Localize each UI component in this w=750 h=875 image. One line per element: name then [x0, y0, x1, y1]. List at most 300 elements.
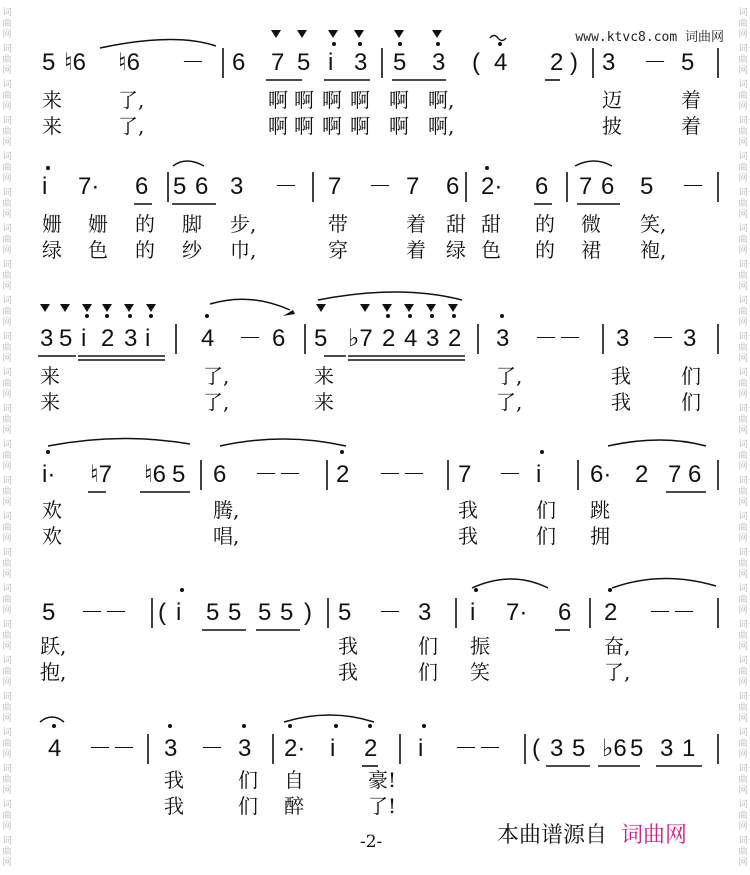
note: 3	[550, 735, 564, 762]
lyric-char: 腾,	[213, 498, 240, 522]
lyric-char: 来	[42, 88, 62, 112]
watermark-char: 曲	[738, 451, 748, 461]
watermark-char: 词	[2, 548, 12, 558]
accent-mark	[328, 30, 338, 38]
watermark-char: 网	[738, 102, 748, 112]
lyric-char: 着	[681, 88, 701, 112]
lyric-char: 着	[681, 114, 701, 138]
lyric-char: 跃,	[40, 634, 67, 658]
lyric-char: 啊	[294, 114, 314, 138]
watermark-char: 网	[738, 858, 748, 868]
watermark-char: 网	[738, 318, 748, 328]
note: 6	[272, 325, 286, 352]
watermark-char: 词	[738, 116, 748, 126]
note: 3	[124, 325, 138, 352]
note: 2	[382, 325, 396, 352]
accent-mark	[297, 30, 307, 38]
lyric-char: 们	[681, 390, 701, 414]
lyric-char: 绿	[446, 238, 466, 262]
note: 2·	[481, 173, 503, 200]
lyric-char: 我	[458, 524, 478, 548]
note: 3	[660, 735, 674, 762]
lyric-char: 来	[314, 390, 334, 414]
lyric-char: 我	[338, 660, 358, 684]
lyric-char: 带	[328, 212, 348, 236]
high-dot	[452, 314, 456, 318]
watermark-char: 词	[738, 80, 748, 90]
lyric-char: 色	[88, 238, 108, 262]
lyric-line-1	[38, 634, 728, 658]
watermark-char: 网	[2, 282, 12, 292]
lyric-char: 啊	[389, 114, 409, 138]
note: 5	[280, 599, 294, 626]
glissando-mark	[283, 310, 295, 316]
watermark-char: 曲	[738, 307, 748, 317]
watermark-char: 词	[2, 8, 12, 18]
note: 6·	[590, 461, 612, 488]
notes-row-1	[38, 44, 728, 84]
slur	[318, 292, 462, 300]
note: 5	[228, 599, 242, 626]
slur	[575, 161, 612, 166]
watermark-char: 词	[2, 44, 12, 54]
watermark-char: 曲	[2, 487, 12, 497]
lyric-char: 纱	[182, 238, 202, 262]
lyric-char: 巾,	[230, 238, 257, 262]
watermark-char: 网	[2, 642, 12, 652]
watermark-char: 词	[2, 476, 12, 486]
accent-mark	[448, 304, 458, 312]
lyric-char: 我	[611, 390, 631, 414]
watermark-char: 网	[738, 534, 748, 544]
watermark-char: 网	[2, 210, 12, 220]
lyric-char: 振	[470, 634, 490, 658]
note: 1	[682, 735, 696, 762]
watermark-char: 词	[738, 8, 748, 18]
watermark-char: 曲	[2, 271, 12, 281]
lyric-line-1	[38, 498, 728, 522]
slur	[48, 438, 190, 446]
accent-mark	[146, 304, 156, 312]
watermark-char: 词	[738, 728, 748, 738]
watermark-char: 曲	[738, 811, 748, 821]
lyric-char: 我	[458, 498, 478, 522]
paren-close: )	[304, 599, 312, 626]
watermark-char: 词	[2, 800, 12, 810]
watermark-char: 网	[2, 858, 12, 868]
watermark-char: 词	[738, 476, 748, 486]
lyric-char: 来	[40, 364, 60, 388]
lyric-char: 奋,	[604, 634, 631, 658]
watermark-char: 曲	[2, 775, 12, 785]
note: 3	[40, 325, 54, 352]
watermark-char: 网	[738, 138, 748, 148]
note: 5	[314, 325, 328, 352]
watermark-char: 曲	[738, 775, 748, 785]
watermark-char: 词	[738, 260, 748, 270]
watermark-char: 网	[2, 138, 12, 148]
watermark-char: 曲	[738, 847, 748, 857]
slur	[210, 299, 290, 310]
high-dot	[52, 724, 56, 728]
lyric-char: 抱,	[40, 660, 67, 684]
watermark-char: 词	[738, 152, 748, 162]
high-dot	[205, 314, 209, 318]
watermark-char: 曲	[2, 127, 12, 137]
lyric-char: 脚	[182, 212, 202, 236]
watermark-char: 网	[2, 678, 12, 688]
high-dot	[340, 450, 344, 454]
watermark-char: 网	[2, 570, 12, 580]
lyric-char: 啊	[350, 114, 370, 138]
note: 5	[258, 599, 272, 626]
note: 5	[42, 599, 56, 626]
high-dot	[168, 724, 172, 728]
high-dot	[288, 724, 292, 728]
note: 2	[448, 325, 462, 352]
high-dot	[334, 724, 338, 728]
watermark-char: 曲	[2, 559, 12, 569]
lyric-char: 啊	[294, 88, 314, 112]
watermark-char: 曲	[738, 487, 748, 497]
lyric-char: 的	[535, 238, 555, 262]
high-dot	[180, 588, 184, 592]
watermark-char: 曲	[738, 667, 748, 677]
watermark-char: 词	[2, 728, 12, 738]
lyric-line-2	[38, 238, 728, 262]
lyric-line-1	[38, 768, 728, 792]
watermark-char: 曲	[2, 739, 12, 749]
watermark-char: 网	[2, 66, 12, 76]
watermark-char: 词	[738, 584, 748, 594]
paren-close: )	[570, 49, 578, 76]
watermark-char: 网	[2, 318, 12, 328]
watermark-char: 网	[2, 714, 12, 724]
lyric-char: 醉	[284, 794, 304, 818]
watermark-char: 曲	[738, 235, 748, 245]
watermark-char: 曲	[738, 631, 748, 641]
watermark-char: 词	[2, 404, 12, 414]
accent-mark	[40, 304, 50, 312]
lyric-line-2	[38, 114, 728, 138]
dash: －－	[534, 325, 582, 352]
paren-open: (	[532, 735, 540, 762]
watermark-char: 词	[2, 332, 12, 342]
lyric-char: 着	[406, 238, 426, 262]
note: 7	[579, 173, 593, 200]
lyric-char: 我	[611, 364, 631, 388]
slur	[173, 161, 204, 166]
note: 6	[688, 461, 702, 488]
lyric-char: 啊	[389, 88, 409, 112]
note: 5	[42, 49, 56, 76]
source-prefix: 本曲谱源自	[497, 823, 608, 848]
watermark-char: 网	[738, 354, 748, 364]
note: i	[330, 735, 336, 762]
lyric-char: 的	[135, 212, 155, 236]
lyric-char: 披	[602, 114, 622, 138]
watermark-char: 网	[738, 282, 748, 292]
note: 7	[668, 461, 682, 488]
note: 2	[336, 461, 350, 488]
note: 5	[59, 325, 73, 352]
watermark-char: 词	[2, 80, 12, 90]
note: 3	[432, 49, 446, 76]
note: 6	[558, 599, 572, 626]
note: 7	[458, 461, 472, 488]
accent-mark	[360, 304, 370, 312]
accent-mark	[404, 304, 414, 312]
note: i·	[42, 461, 56, 488]
note: 3	[230, 173, 244, 200]
watermark-char: 词	[2, 836, 12, 846]
watermark-char: 网	[2, 426, 12, 436]
watermark-right	[736, 0, 750, 875]
note: 5	[681, 49, 695, 76]
watermark-char: 曲	[2, 595, 12, 605]
accent-mark	[82, 304, 92, 312]
dash: －	[238, 325, 262, 352]
accent-mark	[102, 304, 112, 312]
lyric-char: 姗	[88, 212, 108, 236]
watermark-char: 词	[2, 368, 12, 378]
watermark-char: 曲	[738, 199, 748, 209]
lyric-line-2	[38, 660, 728, 684]
lyric-char: 着	[406, 212, 426, 236]
watermark-char: 网	[738, 246, 748, 256]
watermark-char: 曲	[2, 199, 12, 209]
watermark-char: 词	[738, 692, 748, 702]
watermark-char: 网	[2, 822, 12, 832]
watermark-char: 曲	[738, 163, 748, 173]
high-dot	[128, 314, 132, 318]
accent-mark	[60, 304, 70, 312]
dash: －－	[80, 599, 128, 626]
accent-mark	[432, 30, 442, 38]
note: 6	[535, 173, 549, 200]
lyric-char: 欢	[42, 524, 62, 548]
note: 6	[213, 461, 227, 488]
note: 5	[173, 173, 187, 200]
lyric-char: 的	[535, 212, 555, 236]
note: 6	[195, 173, 209, 200]
watermark-char: 网	[2, 174, 12, 184]
watermark-char: 网	[738, 642, 748, 652]
lyric-line-1	[38, 88, 728, 112]
watermark-char: 曲	[2, 19, 12, 29]
note: 3	[683, 325, 697, 352]
dash: －	[651, 325, 675, 352]
note: 5	[297, 49, 311, 76]
note: i	[81, 325, 87, 352]
high-dot	[368, 724, 372, 728]
note: ♭7	[348, 325, 373, 352]
lyric-char: 们	[418, 660, 438, 684]
note: 3	[616, 325, 630, 352]
watermark-char: 曲	[2, 163, 12, 173]
watermark-char: 网	[738, 606, 748, 616]
lyric-line-1	[38, 212, 728, 236]
watermark-char: 词	[738, 296, 748, 306]
watermark-char: 词	[738, 332, 748, 342]
watermark-char: 网	[738, 174, 748, 184]
note: i	[42, 173, 48, 200]
note: i	[176, 599, 182, 626]
note: ♭6	[602, 735, 627, 762]
watermark-char: 曲	[2, 703, 12, 713]
note: i	[145, 325, 151, 352]
watermark-char: 曲	[738, 55, 748, 65]
lyric-line-2	[38, 524, 728, 548]
watermark-char: 曲	[738, 739, 748, 749]
accent-mark	[354, 30, 364, 38]
watermark-char: 网	[2, 462, 12, 472]
lyric-char: 唱,	[213, 524, 240, 548]
lyric-char: 们	[238, 794, 258, 818]
watermark-char: 网	[738, 210, 748, 220]
lyric-char: 笑,	[640, 212, 667, 236]
accent-mark	[271, 30, 281, 38]
lyric-char: 来	[314, 364, 334, 388]
lyric-line-1	[38, 364, 728, 388]
accent-mark	[394, 30, 404, 38]
note: 4	[494, 49, 508, 76]
watermark-left	[0, 0, 14, 875]
watermark-char: 词	[738, 512, 748, 522]
notes-row-5	[38, 594, 728, 634]
watermark-char: 网	[2, 246, 12, 256]
high-dot	[422, 724, 426, 728]
lyric-char: 们	[536, 524, 556, 548]
watermark-char: 词	[738, 188, 748, 198]
dash: －－	[454, 735, 502, 762]
watermark-char: 曲	[2, 55, 12, 65]
note: ♮6	[144, 461, 166, 488]
slur	[220, 439, 346, 446]
lyric-char: 的	[135, 238, 155, 262]
note: ♮6	[64, 49, 86, 76]
lyric-char: 穿	[328, 238, 348, 262]
note: 6	[135, 173, 149, 200]
lyric-char: 迈	[602, 88, 622, 112]
watermark-char: 曲	[2, 451, 12, 461]
dash: －	[200, 735, 224, 762]
watermark-char: 曲	[2, 307, 12, 317]
watermark-char: 曲	[738, 559, 748, 569]
watermark-char: 词	[2, 692, 12, 702]
watermark-char: 词	[738, 440, 748, 450]
slur	[608, 440, 706, 446]
dash: －－	[254, 461, 302, 488]
note: 7·	[506, 599, 528, 626]
watermark-char: 网	[738, 390, 748, 400]
watermark-char: 词	[738, 836, 748, 846]
note: 3	[164, 735, 178, 762]
watermark-char: 网	[738, 462, 748, 472]
watermark-char: 词	[2, 440, 12, 450]
lyric-char: 豪!	[368, 768, 397, 792]
note: 5	[338, 599, 352, 626]
watermark-char: 词	[2, 116, 12, 126]
watermark-char: 曲	[738, 127, 748, 137]
note: 2	[635, 461, 649, 488]
lyric-char: 甜	[481, 212, 501, 236]
note: 5	[572, 735, 586, 762]
watermark-char: 词	[2, 764, 12, 774]
high-dot	[608, 588, 612, 592]
note: ♮7	[90, 461, 112, 488]
lyric-char: 啊	[322, 88, 342, 112]
dash: －	[643, 49, 667, 76]
watermark-char: 词	[2, 656, 12, 666]
lyric-char: 来	[42, 114, 62, 138]
high-dot	[474, 588, 478, 592]
note: 3	[354, 49, 368, 76]
notes-row-3	[38, 320, 728, 360]
note: 6	[601, 173, 615, 200]
lyric-char: 了,	[118, 88, 145, 112]
watermark-char: 词	[2, 260, 12, 270]
notes-row-2	[38, 168, 728, 208]
lyric-char: 我	[164, 768, 184, 792]
lyric-char: 啊,	[428, 88, 455, 112]
watermark-char: 曲	[738, 703, 748, 713]
notes-row-4	[38, 456, 728, 496]
watermark-char: 网	[2, 786, 12, 796]
note: 2	[604, 599, 618, 626]
watermark-char: 曲	[738, 523, 748, 533]
dash: －－	[88, 735, 136, 762]
watermark-char: 网	[2, 606, 12, 616]
note: i	[328, 49, 334, 76]
watermark-char: 词	[2, 620, 12, 630]
note: ♮6	[118, 49, 140, 76]
watermark-char: 词	[738, 404, 748, 414]
dash: －	[274, 173, 298, 200]
watermark-char: 曲	[738, 19, 748, 29]
watermark-char: 网	[738, 750, 748, 760]
high-dot	[386, 314, 390, 318]
note: 7	[271, 49, 285, 76]
lyric-char: 们	[681, 364, 701, 388]
watermark-char: 曲	[738, 595, 748, 605]
note: i	[418, 735, 424, 762]
watermark-char: 网	[2, 354, 12, 364]
note: i	[536, 461, 542, 488]
lyric-char: 们	[238, 768, 258, 792]
accent-mark	[382, 304, 392, 312]
note: 4	[201, 325, 215, 352]
note: 2	[550, 49, 564, 76]
note: 5	[393, 49, 407, 76]
watermark-char: 词	[2, 188, 12, 198]
lyric-char: 步,	[230, 212, 257, 236]
note: 4	[404, 325, 418, 352]
lyric-line-2	[38, 390, 728, 414]
note: 7	[328, 173, 342, 200]
note: 7	[406, 173, 420, 200]
lyric-char: 裙	[581, 238, 601, 262]
watermark-char: 曲	[2, 523, 12, 533]
lyric-char: 啊	[268, 114, 288, 138]
watermark-char: 曲	[2, 667, 12, 677]
watermark-char: 网	[738, 786, 748, 796]
note: 7·	[78, 173, 100, 200]
site-url: www.ktvc8.com 词曲网	[575, 30, 724, 45]
note: 3	[602, 49, 616, 76]
note: i	[470, 599, 476, 626]
accent-mark	[124, 304, 134, 312]
